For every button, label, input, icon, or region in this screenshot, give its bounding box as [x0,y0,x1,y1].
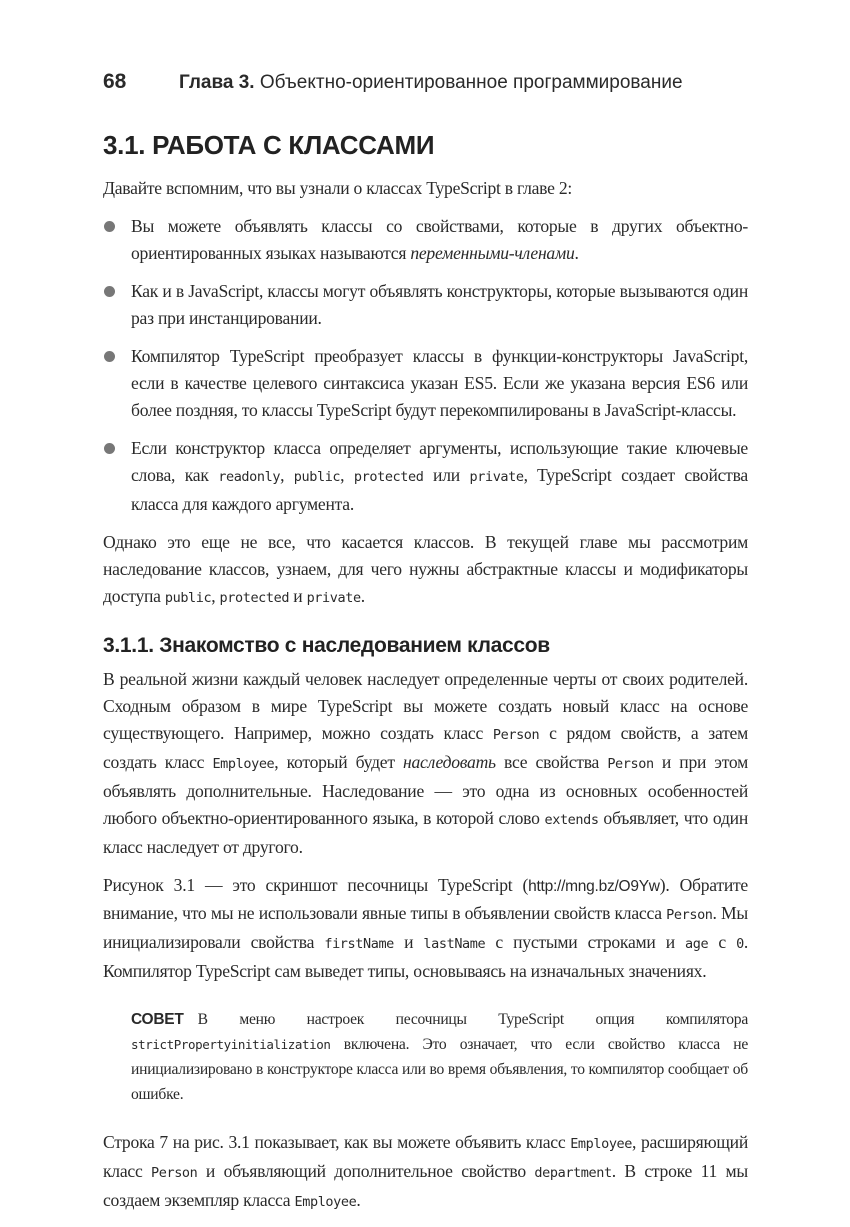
text-run: . [574,243,579,263]
section-title: 3.1. РАБОТА С КЛАССАМИ [103,130,435,160]
text-run: . Мы инициализировали свойства [103,903,749,952]
inline-code: Employee [212,756,275,772]
chapter-label: Глава 3. [179,72,255,93]
text-run: ). Обратите внимание, что мы не использовали явные типы в объявлении свойств класса [103,875,748,923]
inline-code: protected [219,590,290,606]
text-run: В меню настроек песочницы TypeScript опция компилятора [197,1011,748,1028]
summary-paragraph [103,529,748,612]
inline-code: protected [353,469,424,485]
inline-code: extends [544,812,599,828]
tip-box [131,1007,748,1107]
text-run: включена. Это означает, что если свойство класса не инициализировано в конструкторе класса или во время объявления, то компилятор сообщает об ошибке. [131,1036,748,1103]
text-run: . [360,586,365,606]
text-run: Как и в JavaScript, классы могут объявлять конструкторы, которые вызываются один раз при инстанцировании. [131,281,748,328]
bullet-text [131,435,748,518]
inline-code: firstName [324,936,394,952]
chapter-title [179,72,683,94]
link[interactable]: http://mng.bz/O9Yw [528,878,660,895]
figure-reference-paragraph [103,872,748,985]
running-header [103,70,748,110]
inline-code: 0 [736,936,744,952]
inline-code: private [306,590,361,606]
text-run: с пустыми строками и [485,932,686,952]
bullet-icon [104,443,115,454]
inline-code: Person [607,756,654,772]
text-run: . [356,1190,361,1210]
inline-code: department [534,1165,612,1181]
text-run: и [289,586,307,606]
text-run: Строка 7 на рис. 3.1 показывает, как вы можете объявить класс [103,1132,571,1152]
inline-code: public [164,590,212,606]
chapter-name: Объектно-ориентированное программирование [254,72,683,93]
text-run: Давайте вспомним, что вы узнали о классах TypeScript в главе 2: [103,178,573,198]
text-run: Если конструктор класса определяет аргументы, использующие такие ключевые слова, как [131,438,748,485]
text-run: и при этом объявлять дополнительные. Наследование — это одна из основных особенностей любого объектно-ориентированного языка, в которой слово [103,752,748,828]
text-run: с рядом свойств, а затем создать класс [103,723,748,772]
text-run: , расширяющий класс [103,1132,748,1181]
text-run: Компилятор TypeScript преобразует классы в функции-конструкторы JavaScript, если в качестве целевого синтаксиса указан ES5. Если же указана версия ES6 или более поздняя, то классы TypeScript будут перекомпилированы в JavaScript-классы. [131,346,748,420]
bullet-text [131,278,748,332]
text-run: с [708,932,737,952]
text-run: или [423,465,470,485]
text-run: . В строке 11 мы создаем экземпляр класса [103,1161,748,1210]
inline-code: readonly [218,469,281,485]
book-page [103,70,748,1227]
bullet-list [103,213,748,518]
bullet-icon [104,286,115,297]
text-run: Однако это еще не все, что касается классов. В текущей главе мы рассмотрим наследование классов, узнаем, для чего нужны абстрактные классы и модификаторы доступа [103,532,748,606]
text-run: объявляет, что один класс наследует от другого. [103,808,748,857]
text-run: , [340,465,354,485]
intro-paragraph [103,175,748,202]
bullet-item [103,213,748,267]
employee-paragraph [103,1129,748,1216]
text-run: и объявляющий дополнительное свойство [197,1161,535,1181]
tip-label: СОВЕТ [131,1011,184,1028]
inline-code: public [293,469,341,485]
inline-code: Employee [294,1194,357,1210]
text-run: все свойства [495,752,608,772]
inline-code: Person [151,1165,198,1181]
text-run: , TypeScript создает свойства класса для каждого аргумента. [131,465,748,514]
emphasis-text: наследовать [403,752,496,772]
inline-code: lastName [423,936,486,952]
bullet-icon [104,221,115,232]
text-run: В реальной жизни каждый человек наследует определенные черты от своих родителей. Сходным образом в мире TypeScript вы можете создать новый класс на основе существующего. Например, можно создать класс [103,669,748,743]
text-run: . Компилятор TypeScript сам выведет типы, основываясь на изначальных значениях. [103,932,749,981]
bullet-text [131,213,748,267]
inline-code: Employee [570,1136,633,1152]
subsection-title: 3.1.1. Знакомство с наследованием классов [103,634,550,657]
inline-code: strictPropertyinitialization [131,1037,331,1052]
bullet-item [103,278,748,332]
text-run: и [393,932,424,952]
text-run: Вы можете объявлять классы со свойствами, которые в других объектно-ориентированных языках называются [131,216,748,263]
emphasis-text: переменными-членами [410,243,575,263]
text-run: , который будет [274,752,403,772]
bullet-text [131,343,748,424]
inline-code: Person [666,907,713,923]
inline-code: private [469,469,524,485]
text-run: , [280,465,294,485]
bullet-item [103,343,748,424]
bullet-icon [104,351,115,362]
page-number: 68 [103,70,127,93]
tip-body [131,1011,748,1103]
inheritance-paragraph [103,666,748,861]
bullet-item [103,435,748,518]
text-run: Рисунок 3.1 — это скриншот песочницы TypeScript ( [103,875,529,895]
text-run: , [211,586,220,606]
inline-code: age [685,936,709,952]
inline-code: Person [492,727,540,743]
